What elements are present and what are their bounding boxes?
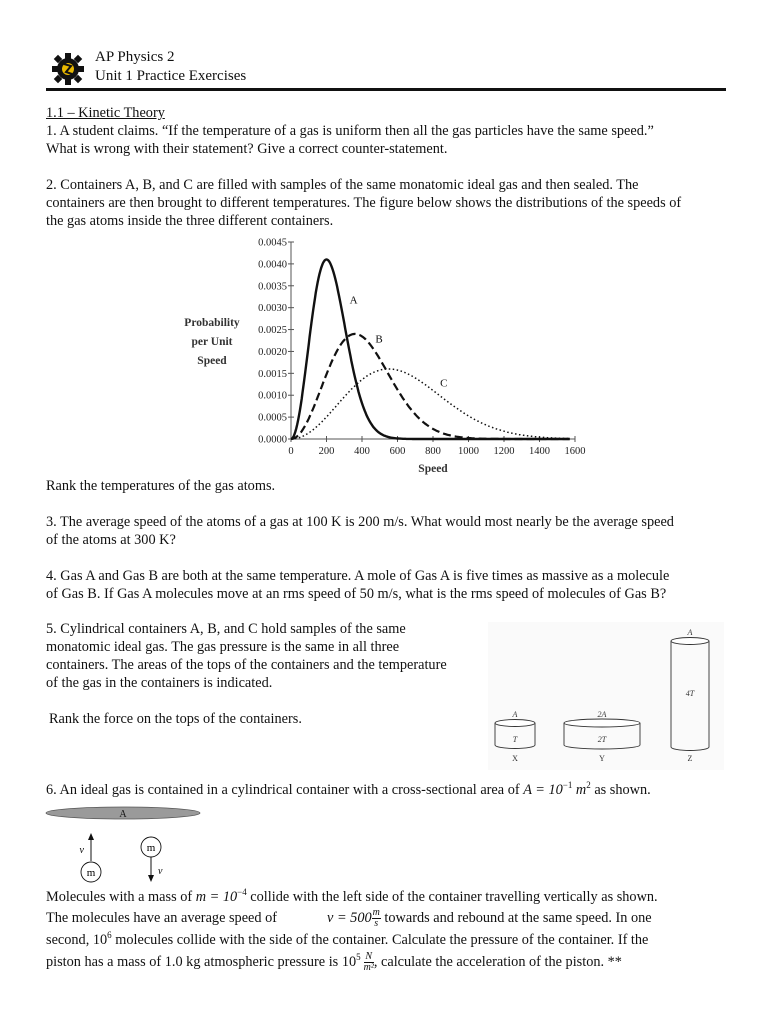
x-tick-label: 800 — [425, 446, 441, 457]
molecule-up — [80, 833, 101, 882]
ylabel-line3: Speed — [197, 355, 227, 367]
series-C-label: C — [440, 377, 448, 390]
x-tick-label: 400 — [354, 446, 370, 457]
q1-line2: What is wrong with their statement? Give a correct counter-statement. — [46, 141, 448, 157]
q5-prompt: Rank the force on the tops of the containers. — [49, 711, 302, 727]
y-tick-label: 0.0045 — [258, 237, 287, 249]
series-B-label: B — [375, 333, 383, 346]
svg-text:m: m — [146, 842, 156, 854]
q6-para-line1: Molecules with a mass of $m = 10^{-4}$ collide with the left side of the container travelling vertically as shown. — [46, 887, 658, 905]
x-tick-label: 0 — [288, 446, 294, 457]
container-y-id: Y — [599, 754, 605, 763]
q5-line4: of the gas in the containers is indicated. — [46, 675, 273, 691]
container-y-area: 2A — [597, 710, 607, 719]
piston-figure — [44, 803, 204, 888]
q2-prompt: Rank the temperatures of the gas atoms. — [46, 478, 276, 494]
header-subtitle: Unit 1 Practice Exercises — [95, 68, 247, 84]
q4-line2: of Gas B. If Gas A molecules move at an rms speed of 50 m/s, what is the rms speed of molecules of Gas B? — [46, 586, 667, 602]
q6-intro: 6. An ideal gas is contained in a cylindrical container with a cross-sectional area of $A = 10^{-1}$ $m^2$ as shown. — [46, 780, 651, 798]
container-x-temp: T — [512, 735, 518, 744]
q1-line1: 1. A student claims. “If the temperature of a gas is uniform then all the gas particles have the same speed.” — [46, 123, 654, 139]
ylabel-line1: Probability — [184, 317, 240, 329]
y-tick-label: 0.0015 — [258, 368, 287, 380]
series-A-label: A — [349, 294, 358, 307]
speed-distribution-chart — [170, 232, 610, 477]
y-tick-label: 0.0005 — [258, 412, 287, 424]
y-tick-label: 0.0010 — [258, 390, 287, 402]
x-tick-label: 1200 — [493, 446, 515, 457]
y-tick-label: 0.0035 — [258, 281, 287, 293]
x-tick-label: 1400 — [529, 446, 550, 457]
container-z-id: Z — [687, 754, 693, 763]
chart-xlabel: Speed — [418, 463, 448, 475]
container-y-temp: 2T — [597, 735, 607, 744]
svg-text:v: v — [158, 866, 163, 877]
q4-line1: 4. Gas A and Gas B are both at the same temperature. A mole of Gas A is five times as massive as a molecule — [46, 568, 670, 584]
x-tick-label: 1600 — [564, 446, 586, 457]
container-z-area: A — [687, 628, 693, 637]
header-title: AP Physics 2 — [95, 49, 175, 65]
ylabel-line2: per Unit — [191, 336, 233, 348]
logo-gear-icon — [51, 52, 85, 86]
y-tick-label: 0.0000 — [258, 434, 287, 446]
header-rule — [46, 88, 726, 91]
x-tick-label: 200 — [318, 446, 335, 457]
q6-para-line2: The molecules have an average speed of v = 500 $\frac{m}{s}$ towards and rebound at the same speed. In one — [46, 907, 652, 929]
container-z-top — [671, 638, 709, 645]
molecule-down — [141, 837, 163, 882]
q2-line2: containers are then brought to different temperatures. The figure below shows the distributions of the speeds of — [46, 195, 682, 211]
container-x-id: X — [512, 754, 518, 763]
q2-line1: 2. Containers A, B, and C are filled with samples of the same monatomic ideal gas and then sealed. The — [46, 177, 639, 193]
containers-figure — [488, 622, 724, 770]
series-C-curve — [291, 369, 570, 439]
y-tick-label: 0.0025 — [258, 325, 287, 337]
container-x-top — [495, 720, 535, 727]
svg-text:v: v — [79, 845, 84, 856]
q5-line3: containers. The areas of the tops of the containers and the temperature — [46, 657, 447, 673]
series-B-curve — [291, 334, 570, 439]
q5-line2: monatomic ideal gas. The gas pressure is the same in all three — [46, 639, 400, 655]
y-tick-label: 0.0040 — [258, 259, 287, 271]
q2-line3: the gas atoms inside the three different containers. — [46, 213, 334, 229]
x-tick-label: 1000 — [458, 446, 479, 457]
chart-ylabel — [184, 317, 240, 367]
svg-text:m: m — [86, 867, 96, 879]
series-A-curve — [291, 260, 570, 440]
container-z-temp: 4T — [685, 689, 695, 698]
q5-line1: 5. Cylindrical containers A, B, and C hold samples of the same — [46, 621, 406, 637]
container-x-area: A — [512, 710, 518, 719]
piston-label: A — [119, 809, 127, 820]
q6-area-eq: A = 10 — [523, 782, 563, 798]
y-tick-label: 0.0020 — [258, 346, 287, 358]
q3-line1: 3. The average speed of the atoms of a gas at 100 K is 200 m/s. What would most nearly be the average speed — [46, 514, 674, 530]
container-y-top — [564, 719, 640, 727]
section-title: 1.1 – Kinetic Theory — [46, 105, 165, 121]
y-tick-label: 0.0030 — [258, 303, 287, 315]
q6-para-line3: second, $10^6$ molecules collide with the side of the container. Calculate the pressure of the container. If the — [46, 930, 649, 948]
q6-para-line4: piston has a mass of 1.0 kg atmospheric pressure is $10^5$ $\frac{N}{\text{m²}}$ , calculate the acceleration of the piston. ** — [46, 951, 622, 973]
q3-line2: of the atoms at 300 K? — [46, 532, 176, 548]
x-tick-label: 600 — [389, 446, 406, 457]
